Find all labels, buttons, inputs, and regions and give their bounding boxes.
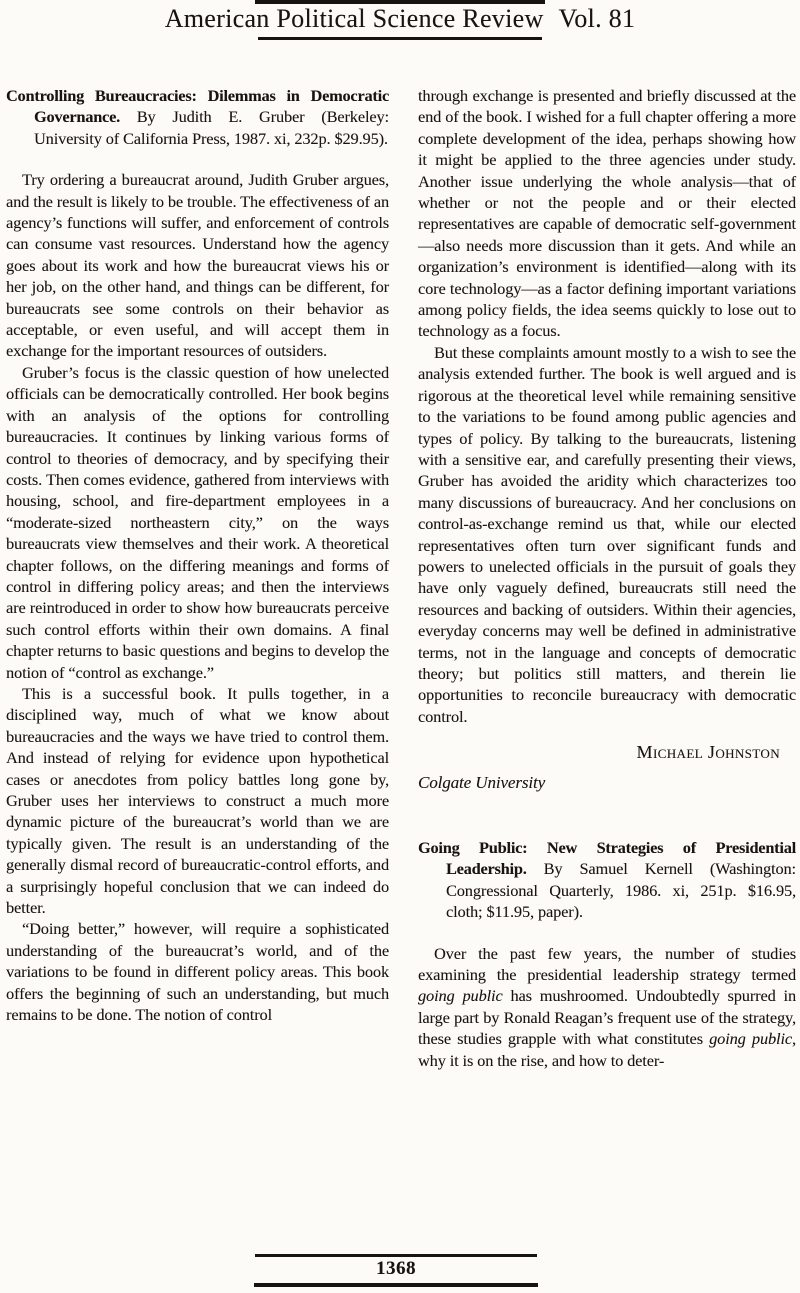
reviewer-name: Michael Johnston [636,742,780,763]
review-paragraph: This is a successful book. It pulls together, in a disciplined way, much of what we know about bureaucracies and the ways we have tried to control them. And instead of relying for evidence upon hypothetical cases or anecdotes from policy battles long gone by, Gruber uses her interviews to construct a much more dynamic picture of the bureaucrat’s world than we are typically given. The result is an understanding of the generally dismal record of bureaucratic-control efforts, and a surprisingly hopeful conclusion that we can indeed do better. [6,683,389,918]
book-title-kernell: Going Public: New Strategies of Presidential Leadership. [418,838,796,879]
text-segment: Over the past few years, the number of studies examining the presidential leadership strategy termed [418,943,796,985]
text-segment: , why it is on the rise, and how to deter- [418,1029,796,1070]
review-paragraph-continuation: through exchange is presented and briefly discussed at the end of the book. I wished for a full chapter offering a more complete development of the idea, perhaps showing how it might be applied to the three agencies under study. Another issue underlying the whole analysis—that of whether or not the people and or their elected representatives are capable of democratic self-government—also needs more discussion than it gets. And while an organization’s environment is identified—along with its core technology—as a factor defining important variations among policy fields, the idea seems quickly to lose out to technology as a focus. [418,86,796,341]
review-paragraph: Gruber’s focus is the classic question of how unelected officials can be democratically controlled. Her book begins with an analysis of the options for controlling bureaucracies. It continues by linking various forms of control to theories of democracy, and by specifying their costs. Then comes evidence, gathered from interviews with housing, school, and fire-department employees in a “moderate-sized northeastern city,” on the ways bureaucrats view themselves and their work. A theoretical chapter follows, on the differing meanings and forms of control in differing policy areas; and then the interviews are reintroduced in order to show how bureaucrats perceive such control efforts within their own domains. A final chapter returns to basic questions and begins to develop the notion of “control as exchange.” [6,362,389,682]
journal-title: American Political Science Review [164,4,544,33]
journal-volume: Vol. 81 [558,4,636,33]
review-paragraph: Try ordering a bureaucrat around, Judith Gruber argues, and the result is likely to be trouble. The effectiveness of an agency’s functions will suffer, and enforcement of controls can consume vast resources. Understand how the agency goes about its work and how the bureaucrat views his or her job, on the other hand, and things can be different, for bureaucrats see some controls on their behavior as acceptable, or even useful, and will accept them in exchange for the important resources of outsiders. [6,170,389,361]
book-citation-gruber: By Judith E. Gruber (Berkeley: University of California Press, 1987. xi, 232p. $29.95). [34,107,389,148]
book-citation-kernell: By Samuel Kernell (Washington: Congressional Quarterly, 1986. xi, 251p. $16.95, cloth; $11.95, paper). [446,859,796,922]
left-column [6,85,389,1025]
italic-phrase: going public [709,1029,793,1049]
footer-rule-bottom [254,1283,538,1287]
right-column [418,85,796,1071]
header-rule-bottom [258,37,542,40]
page-number: 1368 [376,1258,416,1279]
reviewer-affiliation: Colgate University [418,772,546,792]
review-heading-kernell [418,837,796,923]
review-paragraph: “Doing better,” however, will require a sophisticated understanding of the bureaucrat’s world, and of the variations to be found in different policy areas. This book offers the beginning of such an understanding, but much remains to be done. The notion of control [6,919,389,1025]
book-title-gruber: Controlling Bureaucracies: Dilemmas in Democratic Governance. [6,86,389,127]
italic-phrase: going public [418,986,503,1006]
review-paragraph-kernell-opening [418,943,796,1071]
text-segment: has mushroomed. Undoubtedly spurred in large part by Ronald Reagan’s frequent use of the strategy, these studies grapple with what constitutes [418,986,797,1049]
footer-rule-top [255,1254,537,1257]
review-heading-gruber [6,85,389,149]
journal-header [0,4,800,34]
review-paragraph: But these complaints amount mostly to a wish to see the analysis extended further. The book is well argued and is rigorous at the theoretical level while remaining sensitive to the variations to be found among public agencies and types of policy. By talking to the bureaucrats, listening with a sensitive ear, and carefully presenting their views, Gruber has avoided the aridity which characterizes too many discussions of bureaucracy. And her conclusions on control-as-exchange remind us that, while our elected representatives often turn over significant funds and powers to unelected officials in the pursuit of goals they have only vaguely defined, bureaucrats still need the resources and backing of outsiders. Within their agencies, everyday concerns may well be defined in administrative terms, not in the language and concepts of democratic theory; but politics still matters, and therein lie opportunities to reconcile bureaucracy with democratic control. [418,342,796,726]
